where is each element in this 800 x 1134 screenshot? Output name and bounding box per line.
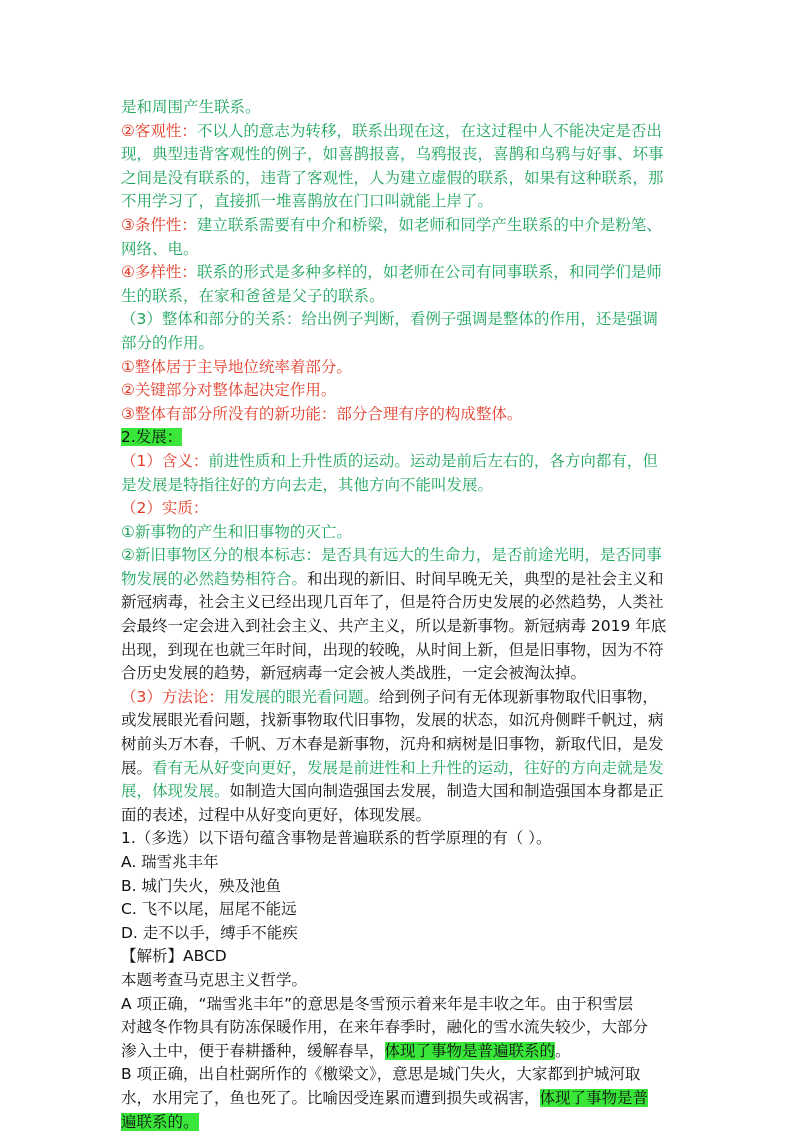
text-segment: 新冠病毒，社会主义已经出现几百年了，但是符合历史发展的必然趋势，人类社: [121, 593, 664, 612]
text-segment: B. 城门失火，殃及池鱼: [121, 876, 281, 895]
text-segment: B 项正确，出自杜弼所作的《檄梁文》，意思是城门失火，大家都到护城河取: [121, 1065, 641, 1084]
text-line: [121, 827, 681, 851]
text-line: [121, 875, 681, 899]
text-segment: 合历史发展的趋势，新冠病毒一定会被人类战胜，一定会被淘汰掉。: [121, 664, 587, 683]
text-segment: 给到例子问有无体现新事物取代旧事物，: [378, 687, 658, 706]
text-line: [121, 214, 681, 238]
text-segment: （1）含义：: [121, 451, 209, 470]
text-line: [121, 356, 681, 380]
text-segment: 对越冬作物具有防冻保暖作用，在来年春季时，融化的雪水流失较少，大部分: [121, 1018, 649, 1037]
text-line: [121, 969, 681, 993]
text-segment: 之间是没有联系的，违背了客观性，人为建立虚假的联系，如果有这种联系，那: [121, 168, 664, 187]
text-line: [121, 1087, 681, 1111]
text-line: [121, 120, 681, 144]
highlighted-text: 体现了事物是普: [539, 1088, 649, 1107]
text-line: [121, 143, 681, 167]
text-segment: 不用学习了，直接抓一堆喜鹊放在门口叫就能上岸了。: [121, 192, 494, 211]
text-segment: D. 走不以手，缚手不能疾: [121, 923, 298, 942]
text-line: [121, 851, 681, 875]
text-segment: 网络、电。: [121, 239, 199, 258]
text-line: [121, 332, 681, 356]
text-segment: ①整体居于主导地位统率着部分。: [121, 357, 352, 376]
text-line: [121, 544, 681, 568]
text-segment: 生的联系，在家和爸爸是父子的联系。: [121, 286, 385, 305]
text-segment: 前进性质和上升性质的运动。运动是前后左右的，各方向都有，但: [208, 451, 658, 470]
text-line: [121, 709, 681, 733]
text-segment: ②新旧事物区分的根本标志：是否具有远大的生命力，是否前途光明，是否同事: [121, 546, 662, 565]
text-line: [121, 521, 681, 545]
text-line: [121, 1063, 681, 1087]
text-line: [121, 96, 681, 120]
text-segment: 和出现的新旧、时间早晚无关，典型的是社会主义和: [307, 569, 664, 588]
text-segment: 1.（多选）以下语句蕴含事物是普遍联系的哲学原理的有（ ）。: [121, 829, 552, 848]
highlighted-text: 体现了事物是普遍联系的: [384, 1041, 556, 1060]
text-line: [121, 238, 681, 262]
text-line: [121, 804, 681, 828]
text-segment: 现，典型违背客观性的例子，如喜鹊报喜，乌鸦报丧，喜鹊和乌鸦与好事、坏事: [121, 145, 664, 164]
text-line: [121, 686, 681, 710]
text-line: [121, 1016, 681, 1040]
text-line: [121, 167, 681, 191]
text-segment: 。: [555, 1041, 571, 1060]
text-line: [121, 568, 681, 592]
text-segment: （3）方法论：: [121, 687, 224, 706]
text-line: [121, 945, 681, 969]
text-segment: ③条件性：: [121, 215, 197, 234]
text-line: [121, 757, 681, 781]
text-line: [121, 733, 681, 757]
highlighted-text: 遍联系的。: [121, 1112, 199, 1131]
text-segment: ②关键部分对整体起决定作用。: [121, 381, 337, 400]
text-segment: ①新事物的产生和旧事物的灭亡。: [121, 522, 352, 541]
text-segment: 【解析】ABCD: [121, 947, 227, 966]
text-line: [121, 285, 681, 309]
text-segment: ④多样性：: [121, 263, 197, 282]
text-segment: 面的表述，过程中从好变向更好，体现发展。: [121, 805, 432, 824]
text-segment: ③整体有部分所没有的新功能：部分合理有序的构成整体。: [121, 404, 523, 423]
text-line: [121, 1111, 681, 1134]
text-line: [121, 190, 681, 214]
text-line: [121, 922, 681, 946]
text-segment: 本题考查马克思主义哲学。: [121, 970, 308, 989]
text-line: [121, 261, 681, 285]
text-line: [121, 591, 681, 615]
text-segment: 水，水用完了，鱼也死了。比喻因受连累而遭到损失或祸害，: [121, 1088, 540, 1107]
text-line: [121, 308, 681, 332]
text-segment: 物发展的必然趋势相符合。: [121, 569, 308, 588]
text-line: [121, 474, 681, 498]
text-segment: 不以人的意志为转移，联系出现在这，在这过程中人不能决定是否出: [196, 121, 662, 140]
text-segment: 看有无从好变向更好，发展是前进性和上升性的运动，往好的方向走就是发: [152, 758, 664, 777]
text-segment: A 项正确，“瑞雪兆丰年”的意思是冬雪预示着来年是丰收之年。由于积雪层: [121, 994, 634, 1013]
text-line: [121, 639, 681, 663]
text-segment: C. 飞不以尾，屈尾不能远: [121, 900, 297, 919]
text-segment: 用发展的眼光看问题。: [223, 687, 379, 706]
text-segment: 是发展是特指往好的方向去走，其他方向不能叫发展。: [121, 475, 494, 494]
text-segment: 部分的作用。: [121, 333, 215, 352]
text-segment: ②客观性：: [121, 121, 197, 140]
text-line: [121, 497, 681, 521]
highlighted-text: 2.发展：: [121, 428, 183, 447]
text-segment: 出现，到现在也就三年时间，出现的较晚，从时间上新，但是旧事物，因为不符: [121, 640, 664, 659]
text-segment: 或发展眼光看问题，找新事物取代旧事物，发展的状态，如沉舟侧畔千帆过，病: [121, 711, 664, 730]
text-segment: 展。: [121, 758, 153, 777]
text-segment: （2）实质：: [121, 499, 209, 518]
text-line: [121, 379, 681, 403]
text-line: [121, 898, 681, 922]
text-segment: 建立联系需要有中介和桥梁，如老师和同学产生联系的中介是粉笔、: [196, 215, 662, 234]
document-page: [121, 96, 681, 1134]
text-segment: 是和周围产生联系。: [121, 98, 261, 116]
text-line: [121, 450, 681, 474]
text-line: [121, 615, 681, 639]
text-segment: （3）整体和部分的关系：给出例子判断，看例子强调是整体的作用，还是强调: [121, 310, 658, 329]
text-segment: 树前头万木春，千帆、万木春是新事物，沉舟和病树是旧事物，新取代旧，是发: [121, 735, 664, 754]
text-line: [121, 1040, 681, 1064]
text-line: [121, 426, 681, 450]
text-segment: 联系的形式是多种多样的，如老师在公司有同事联系，和同学们是师: [196, 263, 662, 282]
text-line: [121, 993, 681, 1017]
text-segment: 会最终一定会进入到社会主义、共产主义，所以是新事物。新冠病毒 2019 年底: [121, 617, 667, 636]
text-segment: 如制造大国向制造强国去发展，制造大国和制造强国本身都是正: [229, 782, 664, 801]
text-line: [121, 780, 681, 804]
text-line: [121, 662, 681, 686]
text-segment: 渗入土中，便于春耕播种，缓解春旱，: [121, 1041, 385, 1060]
text-line: [121, 403, 681, 427]
text-segment: 展，体现发展。: [121, 782, 230, 801]
text-segment: A. 瑞雪兆丰年: [121, 853, 219, 871]
